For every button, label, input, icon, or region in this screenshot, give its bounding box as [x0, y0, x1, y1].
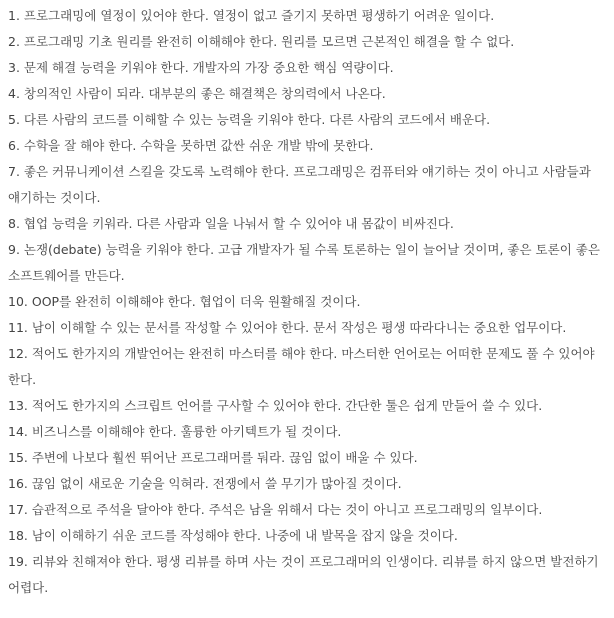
list-item: 11. 남이 이해할 수 있는 문서를 작성할 수 있어야 한다. 문서 작성은 평생 따라다니는 중요한 업무이다. [8, 320, 567, 335]
list-item: 13. 적어도 한가지의 스크립트 언어를 구사할 수 있어야 한다. 간단한 툴은 쉽게 만들어 쓸 수 있다. [8, 398, 543, 413]
list-item: 16. 끊임 없이 새로운 기술을 익혀라. 전쟁에서 쓸 무기가 많아질 것이다. [8, 476, 402, 491]
list-item: 14. 비즈니스를 이해해야 한다. 훌륭한 아키텍트가 될 것이다. [8, 424, 342, 439]
list-item: 9. 논쟁(debate) 능력을 키워야 한다. 고급 개발자가 될 수록 토론하는 일이 늘어날 것이며, 좋은 토론이 좋은 소프트웨어를 만든다. [8, 242, 600, 283]
list-item: 17. 습관적으로 주석을 달아야 한다. 주석은 남을 위해서 다는 것이 아니고 프로그래밍의 일부이다. [8, 502, 543, 517]
list-item: 8. 협업 능력을 키워라. 다른 사람과 일을 나눠서 할 수 있어야 내 몸값이 비싸진다. [8, 216, 454, 231]
list-item: 19. 리뷰와 친해져야 한다. 평생 리뷰를 하며 사는 것이 프로그래머의 인생이다. 리뷰를 하지 않으면 발전하기 어렵다. [8, 554, 599, 595]
list-item: 6. 수학을 잘 해야 한다. 수학을 못하면 값싼 쉬운 개발 밖에 못한다. [8, 138, 374, 153]
list-item: 2. 프로그래밍 기초 원리를 완전히 이해해야 한다. 원리를 모르면 근본적인 해결을 할 수 없다. [8, 34, 515, 49]
list-item: 10. OOP를 완전히 이해해야 한다. 협업이 더욱 원활해질 것이다. [8, 294, 361, 309]
list-item: 1. 프로그래밍에 열정이 있어야 한다. 열정이 없고 즐기지 못하면 평생하기 어려운 일이다. [8, 8, 495, 23]
list-item: 12. 적어도 한가지의 개발언어는 완전히 마스터를 해야 한다. 마스터한 언어로는 어떠한 문제도 풀 수 있어야 한다. [8, 346, 595, 387]
list-item: 5. 다른 사람의 코드를 이해할 수 있는 능력을 키워야 한다. 다른 사람의 코드에서 배운다. [8, 112, 491, 127]
list-item: 7. 좋은 커뮤니케이션 스킬을 갖도록 노력해야 한다. 프로그래밍은 컴퓨터와 얘기하는 것이 아니고 사람들과 얘기하는 것이다. [8, 164, 591, 205]
list-item: 15. 주변에 나보다 훨씬 뛰어난 프로그래머를 둬라. 끊임 없이 배울 수 있다. [8, 450, 418, 465]
list-item: 18. 남이 이해하기 쉬운 코드를 작성해야 한다. 나중에 내 발목을 잡지 않을 것이다. [8, 528, 458, 543]
list-item: 4. 창의적인 사람이 되라. 대부분의 좋은 해결책은 창의력에서 나온다. [8, 86, 386, 101]
list-item: 3. 문제 해결 능력을 키워야 한다. 개발자의 가장 중요한 핵심 역량이다. [8, 60, 394, 75]
